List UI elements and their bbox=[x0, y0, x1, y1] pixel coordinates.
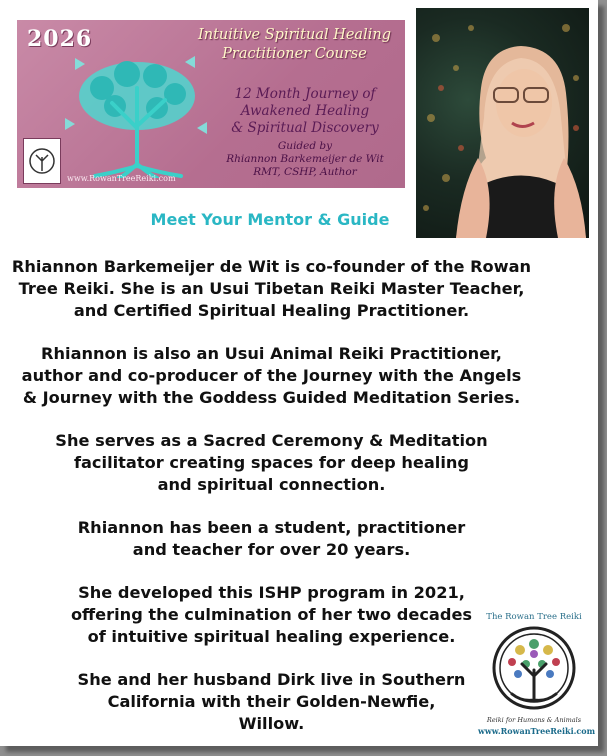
bio-line: offering the culmination of her two decades bbox=[70, 605, 473, 624]
bio-line: Rhiannon is also an Usui Animal Reiki Practitioner, bbox=[41, 344, 502, 363]
bio-line: facilitator creating spaces for deep healing bbox=[73, 453, 470, 472]
bio-paragraph bbox=[0, 582, 543, 648]
bio-paragraph bbox=[0, 517, 543, 561]
bio-line: She and her husband Dirk live in Southern bbox=[77, 670, 466, 689]
course-banner bbox=[17, 20, 405, 188]
tree-icon bbox=[24, 139, 60, 183]
banner-logo-badge bbox=[23, 138, 61, 184]
bio-line: Tree Reiki. She is an Usui Tibetan Reiki Master Teacher, bbox=[18, 279, 525, 298]
bio-line: She developed this ISHP program in 2021, bbox=[78, 583, 465, 602]
bio-paragraph bbox=[0, 430, 543, 496]
mentor-portrait bbox=[416, 8, 589, 238]
bio-line: & Journey with the Goddess Guided Meditation Series. bbox=[22, 388, 521, 407]
celtic-tree-icon bbox=[490, 624, 578, 714]
course-title-line: Intuitive Spiritual Healing bbox=[198, 27, 391, 43]
bio-paragraph bbox=[0, 669, 543, 735]
mentor-heading: Meet Your Mentor & Guide bbox=[150, 210, 390, 229]
tree-of-life-illustration bbox=[57, 48, 217, 178]
bio-line: California with their Golden-Newfie, bbox=[107, 692, 436, 711]
journey-line: & Spiritual Discovery bbox=[231, 120, 379, 136]
logo-title: The Rowan Tree Reiki bbox=[486, 612, 582, 622]
bio-line: Willow. bbox=[238, 714, 305, 733]
bio-line: Rhiannon has been a student, practitioner bbox=[77, 518, 466, 537]
logo-url: www.RowanTreeReiki.com bbox=[478, 726, 596, 736]
guide-credentials: RMT, CSHP, Author bbox=[253, 166, 357, 178]
mentor-bio bbox=[0, 256, 543, 756]
guided-by-text bbox=[205, 140, 405, 179]
rowan-tree-reiki-logo bbox=[478, 612, 596, 740]
course-title bbox=[187, 26, 402, 64]
course-title-line: Practitioner Course bbox=[222, 46, 367, 62]
bio-line: Rhiannon Barkemeijer de Wit is co-founder of the Rowan bbox=[11, 257, 532, 276]
portrait-illustration bbox=[416, 8, 589, 238]
bio-line: and spiritual connection. bbox=[157, 475, 386, 494]
guided-by-label: Guided by bbox=[277, 140, 333, 152]
guide-name: Rhiannon Barkemeijer de Wit bbox=[226, 153, 384, 165]
bio-line: of intuitive spiritual healing experience. bbox=[87, 627, 456, 646]
logo-tagline: Reiki for Humans & Animals bbox=[486, 716, 582, 724]
bio-line: author and co-producer of the Journey with the Angels bbox=[21, 366, 522, 385]
journey-line: Awakened Healing bbox=[240, 103, 370, 119]
journey-line: 12 Month Journey of bbox=[234, 86, 376, 102]
course-year: 2026 bbox=[27, 26, 93, 52]
bio-paragraph bbox=[0, 343, 543, 409]
bio-line: and Certified Spiritual Healing Practitioner. bbox=[73, 301, 470, 320]
bio-line: and teacher for over 20 years. bbox=[132, 540, 411, 559]
banner-url: www.RowanTreeReiki.com bbox=[67, 174, 176, 183]
bio-line: She serves as a Sacred Ceremony & Meditation bbox=[55, 431, 488, 450]
journey-text bbox=[205, 86, 405, 137]
bio-paragraph bbox=[0, 256, 543, 322]
